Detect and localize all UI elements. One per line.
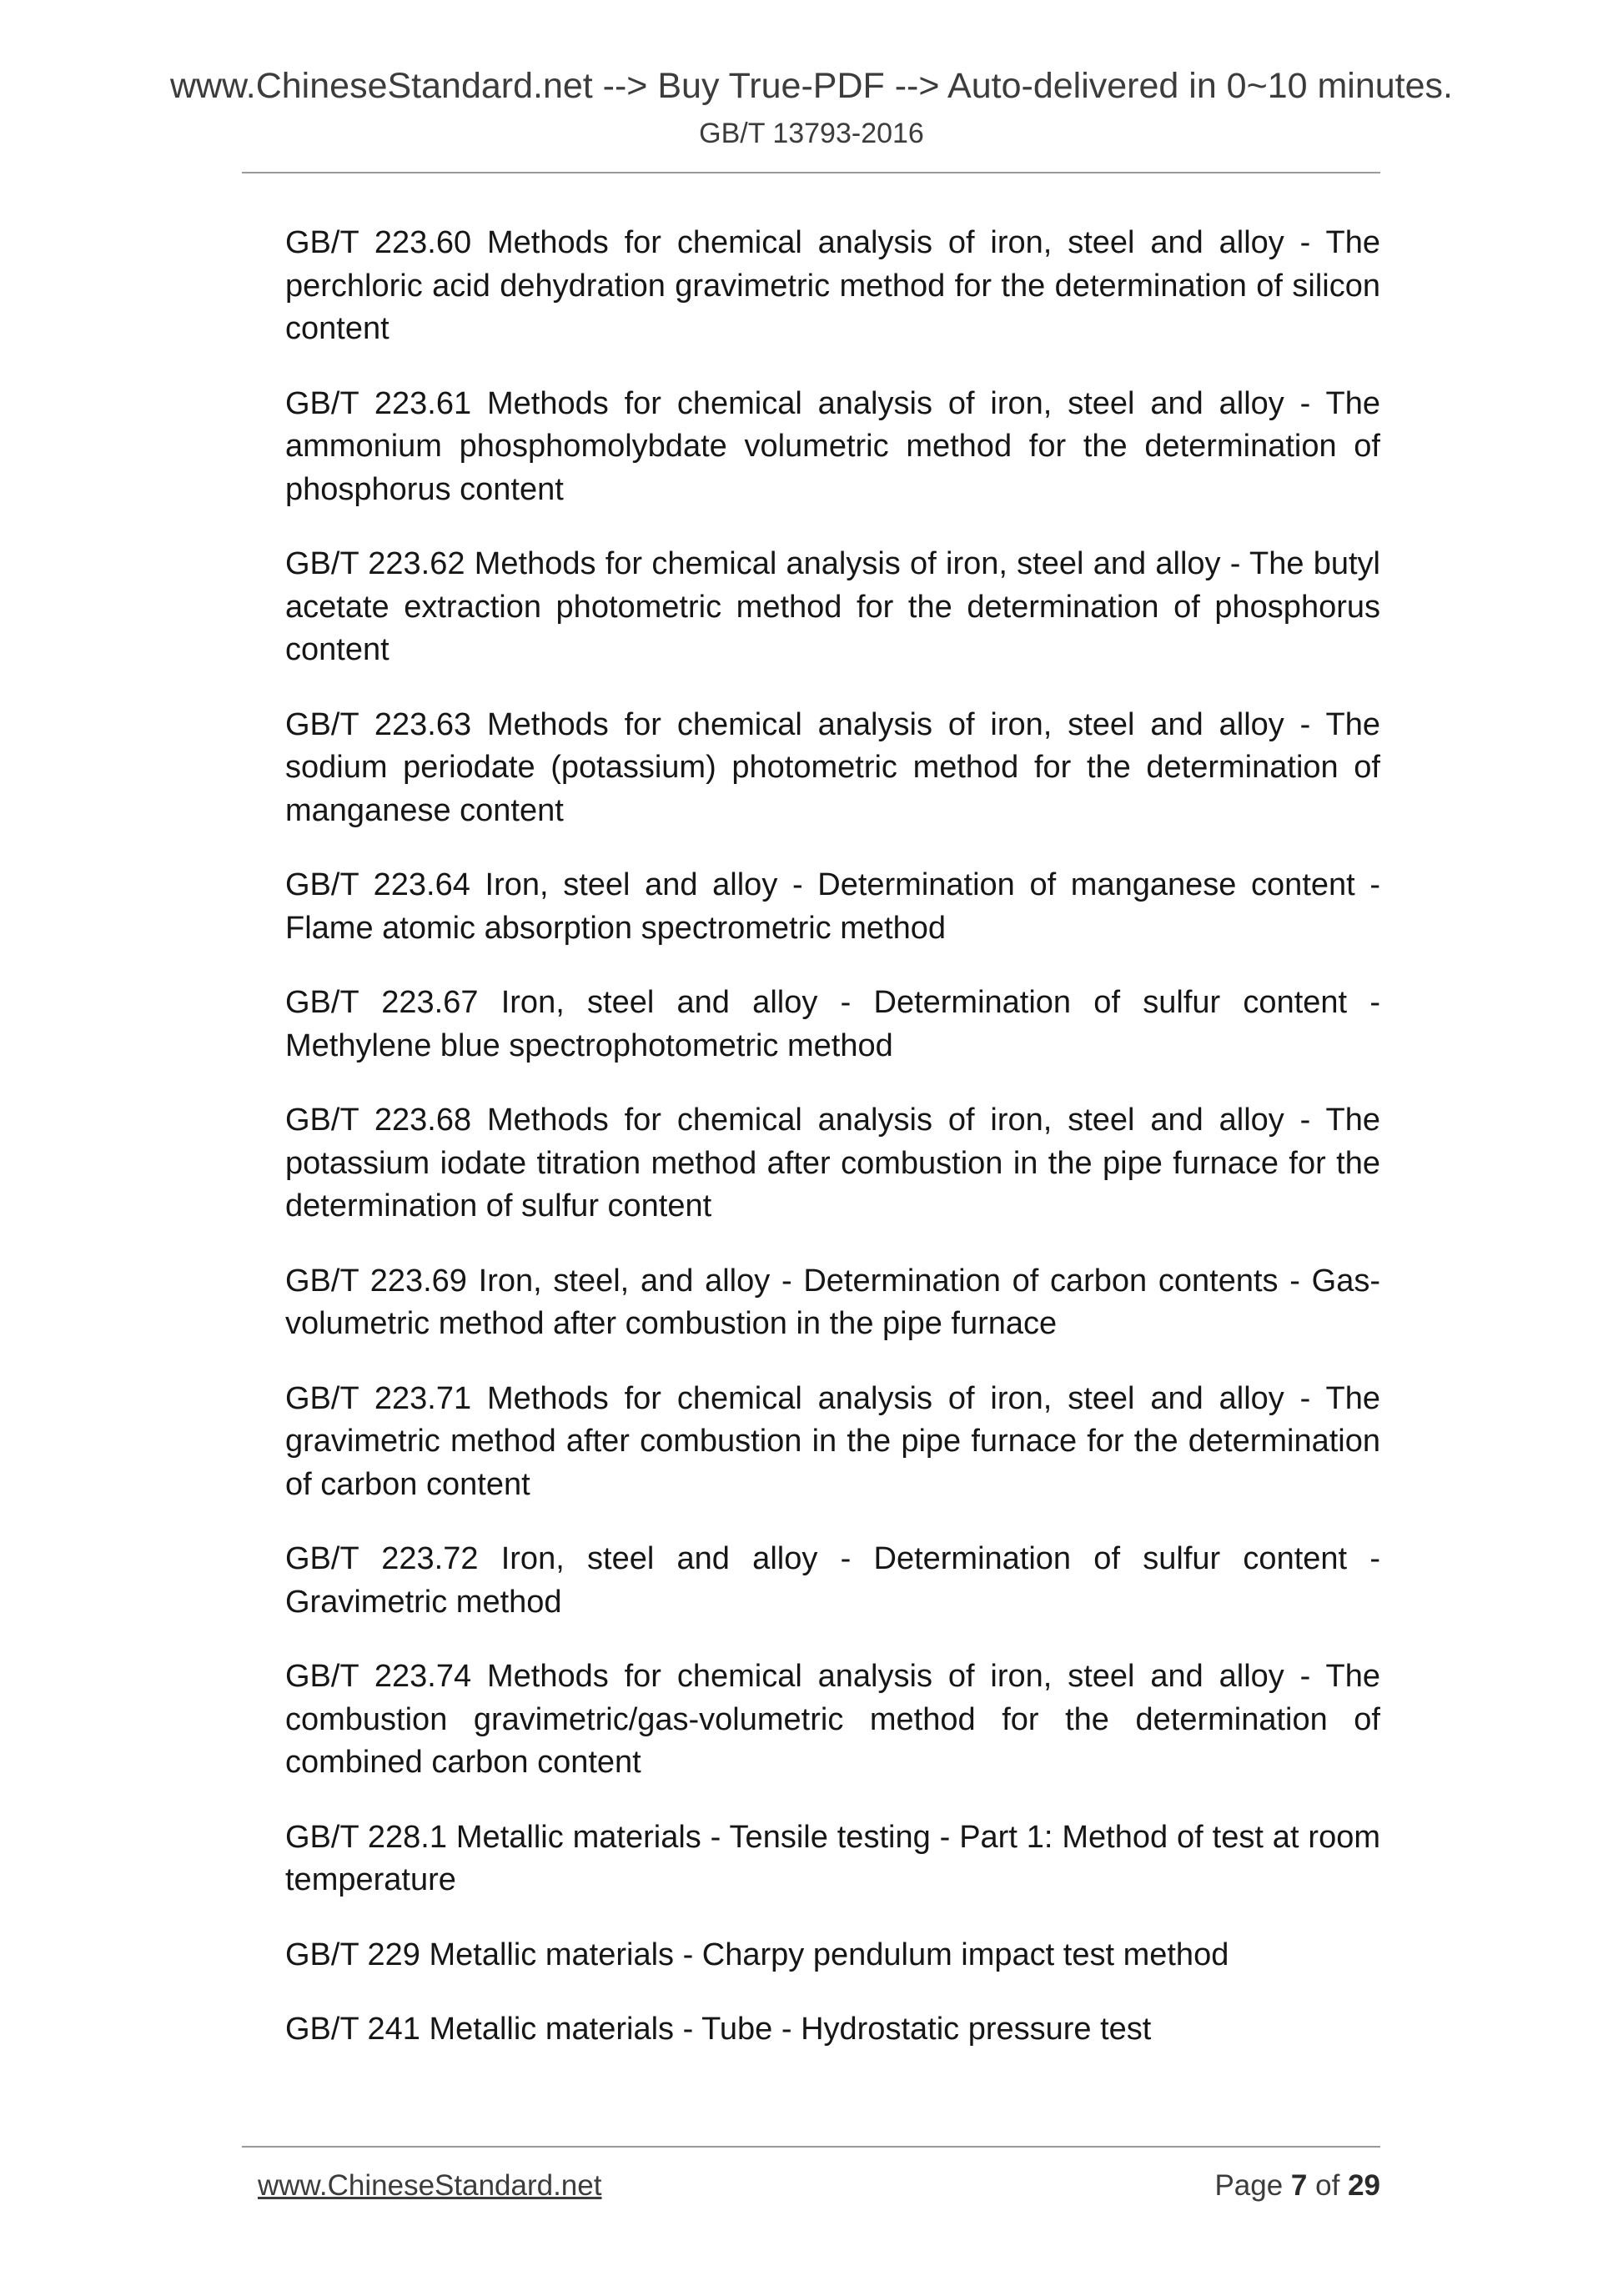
reference-item: GB/T 223.69 Iron, steel, and alloy - Determination of carbon contents - Gas-volumetric method after combustion in the pipe furnace [285, 1263, 1380, 1341]
reference-item: GB/T 223.60 Methods for chemical analysis of iron, steel and alloy - The perchloric acid dehydration gravimetric method for the determination of silicon content [285, 225, 1380, 346]
reference-item: GB/T 223.67 Iron, steel and alloy - Determination of sulfur content - Methylene blue spectrophotometric method [285, 985, 1380, 1063]
page-total: 29 [1348, 2169, 1380, 2202]
reference-item: GB/T 229 Metallic materials - Charpy pendulum impact test method [285, 1937, 1229, 1972]
reference-item: GB/T 241 Metallic materials - Tube - Hydrostatic pressure test [285, 2012, 1152, 2047]
header-divider [242, 172, 1380, 173]
reference-item: GB/T 223.63 Methods for chemical analysis of iron, steel and alloy - The sodium periodate (potassium) photometric method for the determination of manganese content [285, 706, 1380, 828]
reference-item: GB/T 223.71 Methods for chemical analysis of iron, steel and alloy - The gravimetric method after combustion in the pipe furnace for the determination of carbon content [285, 1380, 1380, 1502]
reference-item: GB/T 223.68 Methods for chemical analysis of iron, steel and alloy - The potassium iodate titration method after combustion in the pipe furnace for the determination of sulfur content [285, 1103, 1380, 1223]
reference-list [285, 222, 1380, 2083]
reference-item: GB/T 223.74 Methods for chemical analysis of iron, steel and alloy - The combustion gravimetric/gas-volumetric method for the determination of combined carbon content [285, 1659, 1380, 1780]
page-current: 7 [1290, 2169, 1308, 2202]
footer-divider [242, 2146, 1380, 2148]
standard-id: GB/T 13793-2016 [699, 118, 924, 149]
page-number [1214, 2168, 1380, 2203]
page-prefix: Page [1214, 2169, 1284, 2202]
reference-item: GB/T 223.72 Iron, steel and alloy - Determination of sulfur content - Gravimetric method [285, 1541, 1380, 1620]
header-banner: www.ChineseStandard.net --> Buy True-PDF --> Auto-delivered in 0~10 minutes. [169, 66, 1453, 106]
footer-site-link[interactable]: www.ChineseStandard.net [258, 2169, 602, 2202]
reference-item: GB/T 228.1 Metallic materials - Tensile testing - Part 1: Method of test at room temperature [285, 1819, 1380, 1897]
reference-item: GB/T 223.61 Methods for chemical analysis of iron, steel and alloy - The ammonium phosphomolybdate volumetric method for the determination of phosphorus content [285, 385, 1380, 507]
reference-item: GB/T 223.64 Iron, steel and alloy - Determination of manganese content - Flame atomic absorption spectrometric method [285, 867, 1380, 946]
reference-item: GB/T 223.62 Methods for chemical analysis of iron, steel and alloy - The butyl acetate extraction photometric method for the determination of phosphorus content [285, 546, 1380, 667]
page-of: of [1315, 2169, 1340, 2202]
